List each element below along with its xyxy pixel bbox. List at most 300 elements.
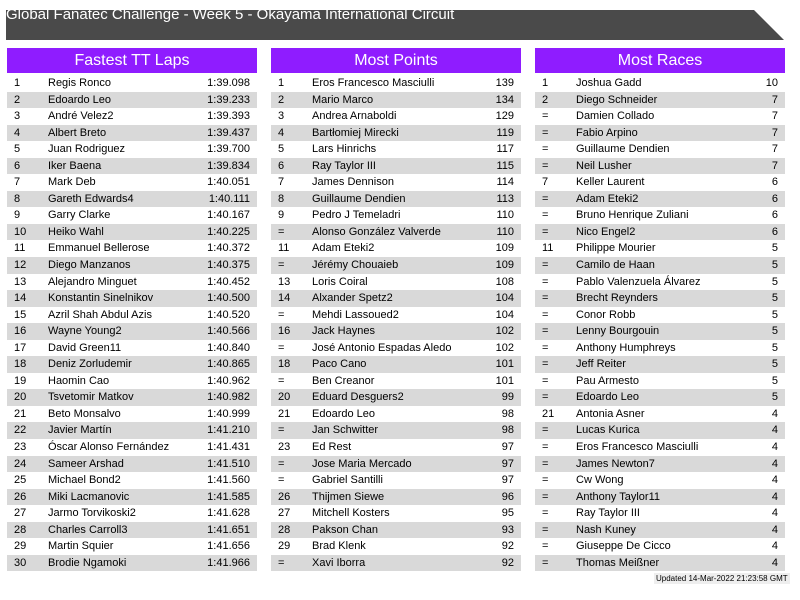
table-row	[271, 158, 521, 175]
row-position: =	[278, 225, 285, 238]
row-position: =	[542, 556, 549, 569]
table-row	[7, 224, 257, 241]
table-row	[7, 75, 257, 92]
table-row	[7, 207, 257, 224]
row-position: 21	[542, 407, 555, 420]
row-value: 5	[771, 259, 778, 272]
row-position: 29	[14, 540, 27, 553]
row-position: 4	[14, 126, 21, 139]
table-row	[7, 92, 257, 109]
row-driver-name: Fabio Arpino	[576, 126, 638, 139]
row-position: =	[542, 540, 549, 553]
row-driver-name: Óscar Alonso Fernández	[48, 441, 170, 454]
table-row	[271, 207, 521, 224]
row-value: 1:41.210	[207, 424, 250, 437]
table-row	[271, 75, 521, 92]
table-row	[7, 456, 257, 473]
table-row	[7, 538, 257, 555]
row-position: =	[542, 275, 549, 288]
row-driver-name: Antonia Asner	[576, 407, 645, 420]
row-value: 4	[771, 507, 778, 520]
row-driver-name: Bruno Henrique Zuliani	[576, 209, 689, 222]
table-row	[7, 158, 257, 175]
row-driver-name: Pedro J Temeladri	[312, 209, 401, 222]
table-row	[7, 505, 257, 522]
row-driver-name: Giuseppe De Cicco	[576, 540, 671, 553]
row-value: 98	[501, 407, 514, 420]
table-row	[271, 274, 521, 291]
table-row	[535, 174, 785, 191]
row-driver-name: Neil Lusher	[576, 159, 632, 172]
row-position: 23	[14, 441, 27, 454]
row-driver-name: Philippe Mourier	[576, 242, 656, 255]
table-row	[7, 240, 257, 257]
row-value: 5	[771, 341, 778, 354]
row-value: 110	[496, 209, 514, 222]
row-value: 1:40.520	[207, 308, 250, 321]
row-driver-name: Pakson Chan	[312, 523, 379, 536]
row-driver-name: Adam Eteki2	[576, 192, 639, 205]
page-title: Global Fanatec Challenge - Week 5 - Okayama International Circuit	[6, 6, 455, 23]
row-position: 26	[14, 490, 27, 503]
row-position: 13	[14, 275, 27, 288]
row-position: 14	[14, 292, 27, 305]
table-row	[271, 340, 521, 357]
row-position: 20	[14, 391, 27, 404]
row-driver-name: Diego Manzanos	[48, 259, 131, 272]
table-row	[535, 224, 785, 241]
row-position: =	[542, 507, 549, 520]
row-position: =	[542, 110, 549, 123]
row-value: 5	[771, 242, 778, 255]
row-position: 5	[14, 143, 21, 156]
row-driver-name: José Antonio Espadas Aledo	[312, 341, 452, 354]
row-driver-name: Mehdi Lassoued2	[312, 308, 399, 321]
table-row	[535, 158, 785, 175]
row-value: 1:41.656	[207, 540, 250, 553]
row-value: 5	[771, 275, 778, 288]
panel-most-races	[535, 48, 785, 571]
row-position: 1	[278, 77, 285, 89]
table-row	[535, 538, 785, 555]
row-position: 4	[278, 126, 285, 139]
table-row	[271, 224, 521, 241]
row-value: 5	[771, 358, 778, 371]
row-position: 11	[278, 242, 290, 255]
row-value: 1:40.051	[207, 176, 250, 189]
row-value: 1:40.452	[207, 275, 250, 288]
row-value: 97	[501, 441, 514, 454]
row-position: 18	[14, 358, 27, 371]
table-row	[7, 290, 257, 307]
table-row	[271, 174, 521, 191]
table-row	[271, 505, 521, 522]
row-value: 109	[495, 242, 514, 255]
table-row	[535, 141, 785, 158]
row-position: 13	[278, 275, 291, 288]
updated-timestamp: Updated 14-Mar-2022 21:23:58 GMT	[656, 574, 788, 583]
row-driver-name: Joshua Gadd	[576, 77, 642, 89]
row-value: 1:40.566	[207, 325, 250, 338]
panel-most-points	[271, 48, 521, 571]
row-position: 19	[14, 374, 27, 387]
row-driver-name: Guillaume Dendien	[576, 143, 670, 156]
row-position: 9	[278, 209, 285, 222]
row-position: =	[542, 424, 549, 437]
row-driver-name: Alxander Spetz2	[312, 292, 393, 305]
row-position: =	[278, 424, 285, 437]
row-driver-name: Iker Baena	[48, 159, 102, 172]
row-position: 7	[14, 176, 21, 189]
row-value: 5	[771, 292, 778, 305]
row-position: 1	[542, 77, 549, 89]
table-row	[271, 538, 521, 555]
row-driver-name: Nico Engel2	[576, 225, 636, 238]
row-position: =	[542, 126, 549, 139]
row-driver-name: Brecht Reynders	[576, 292, 658, 305]
row-position: 8	[278, 192, 285, 205]
row-value: 1:41.560	[207, 474, 250, 487]
table-row	[271, 92, 521, 109]
row-value: 1:41.431	[207, 441, 250, 454]
table-row	[535, 522, 785, 539]
row-value: 7	[771, 159, 778, 172]
row-value: 10	[765, 77, 778, 89]
table-row	[535, 191, 785, 208]
row-value: 4	[771, 424, 778, 437]
table-row	[271, 389, 521, 406]
row-driver-name: Miki Lacmanovic	[48, 490, 130, 503]
row-driver-name: Regis Ronco	[48, 77, 111, 89]
row-value: 97	[501, 474, 514, 487]
row-driver-name: Thijmen Siewe	[312, 490, 385, 503]
row-value: 5	[771, 308, 778, 321]
table-row	[271, 489, 521, 506]
table-row	[271, 356, 521, 373]
row-value: 1:40.982	[207, 391, 250, 404]
row-value: 95	[501, 507, 514, 520]
row-driver-name: Konstantin Sinelnikov	[48, 292, 154, 305]
row-position: =	[278, 457, 285, 470]
row-position: 7	[542, 176, 549, 189]
table-row	[535, 108, 785, 125]
row-driver-name: Albert Breto	[48, 126, 107, 139]
row-position: =	[542, 143, 549, 156]
table-row	[271, 555, 521, 572]
row-position: 24	[14, 457, 27, 470]
row-driver-name: Beto Monsalvo	[48, 407, 121, 420]
table-row	[271, 439, 521, 456]
row-driver-name: Brad Klenk	[312, 540, 366, 553]
row-position: =	[542, 325, 549, 338]
row-position: =	[542, 374, 549, 387]
row-driver-name: Charles Carroll3	[48, 523, 128, 536]
table-row	[7, 472, 257, 489]
row-position: =	[542, 523, 549, 536]
row-value: 1:40.375	[207, 259, 250, 272]
row-value: 5	[771, 325, 778, 338]
row-value: 1:39.233	[207, 93, 250, 106]
row-position: =	[542, 192, 549, 205]
row-driver-name: Jan Schwitter	[312, 424, 379, 437]
table-row	[7, 174, 257, 191]
row-position: =	[278, 259, 285, 272]
row-driver-name: Michael Bond2	[48, 474, 121, 487]
table-row	[535, 422, 785, 439]
row-driver-name: Guillaume Dendien	[312, 192, 406, 205]
table-row	[535, 274, 785, 291]
row-driver-name: Martin Squier	[48, 540, 114, 553]
table-row	[535, 406, 785, 423]
table-row	[535, 323, 785, 340]
row-value: 98	[501, 424, 514, 437]
table-row	[271, 373, 521, 390]
table-row	[271, 257, 521, 274]
row-value: 1:41.651	[207, 523, 250, 536]
row-position: 22	[14, 424, 27, 437]
row-value: 1:39.098	[207, 77, 250, 89]
table-row	[271, 290, 521, 307]
row-driver-name: Eduard Desguers2	[312, 391, 404, 404]
row-position: 5	[278, 143, 285, 156]
row-value: 4	[771, 457, 778, 470]
row-value: 1:41.510	[207, 457, 250, 470]
table-row	[7, 191, 257, 208]
row-position: 21	[14, 407, 27, 420]
row-driver-name: Damien Collado	[576, 110, 655, 123]
row-position: =	[278, 474, 285, 487]
row-value: 1:41.628	[207, 507, 250, 520]
row-value: 1:39.700	[207, 143, 250, 156]
row-position: 2	[542, 93, 549, 106]
table-row	[535, 290, 785, 307]
row-value: 97	[501, 457, 514, 470]
row-position: =	[542, 341, 549, 354]
table-row	[7, 356, 257, 373]
row-driver-name: Pau Armesto	[576, 374, 639, 387]
row-value: 1:41.966	[207, 556, 250, 569]
row-value: 93	[501, 523, 514, 536]
row-value: 4	[771, 441, 778, 454]
row-position: 1	[14, 77, 21, 89]
table-row	[271, 323, 521, 340]
table-row	[535, 207, 785, 224]
row-value: 108	[495, 275, 514, 288]
row-driver-name: Camilo de Haan	[576, 259, 655, 272]
table-row	[535, 307, 785, 324]
row-driver-name: Azril Shah Abdul Azis	[48, 308, 152, 321]
row-value: 101	[495, 374, 514, 387]
row-value: 1:39.393	[207, 110, 250, 123]
row-value: 1:39.834	[207, 159, 250, 172]
table-row	[535, 92, 785, 109]
row-position: =	[542, 457, 549, 470]
row-value: 5	[771, 374, 778, 387]
row-driver-name: Pablo Valenzuela Álvarez	[576, 275, 701, 288]
row-value: 1:41.585	[207, 490, 250, 503]
row-driver-name: Alonso González Valverde	[312, 225, 441, 238]
row-driver-name: Nash Kuney	[576, 523, 636, 536]
row-value: 92	[501, 556, 514, 569]
row-driver-name: Eros Francesco Masciulli	[312, 77, 435, 89]
row-driver-name: Lucas Kurica	[576, 424, 640, 437]
row-value: 1:40.865	[207, 358, 250, 371]
table-row	[535, 257, 785, 274]
row-value: 114	[496, 176, 514, 189]
row-value: 117	[496, 143, 514, 156]
row-value: 102	[495, 341, 514, 354]
row-position: =	[542, 474, 549, 487]
row-driver-name: Jeff Reiter	[576, 358, 626, 371]
row-position: 14	[278, 292, 291, 305]
row-driver-name: Jose Maria Mercado	[312, 457, 412, 470]
row-position: 8	[14, 192, 21, 205]
row-driver-name: Heiko Wahl	[48, 225, 104, 238]
table-row	[535, 472, 785, 489]
row-driver-name: Sameer Arshad	[48, 457, 124, 470]
table-row	[7, 555, 257, 572]
row-value: 129	[495, 110, 514, 123]
row-driver-name: Mario Marco	[312, 93, 374, 106]
row-value: 109	[495, 259, 514, 272]
table-row	[535, 125, 785, 142]
row-driver-name: David Green11	[48, 341, 122, 354]
row-position: 27	[14, 507, 27, 520]
row-driver-name: Garry Clarke	[48, 209, 111, 222]
row-driver-name: Juan Rodriguez	[48, 143, 126, 156]
leaderboard-rows	[535, 75, 785, 571]
table-row	[271, 472, 521, 489]
table-row	[535, 389, 785, 406]
row-value: 1:40.372	[207, 242, 250, 255]
table-row	[535, 489, 785, 506]
row-driver-name: Jérémy Chouaieb	[312, 259, 399, 272]
row-driver-name: Loris Coiral	[312, 275, 368, 288]
row-driver-name: Wayne Young2	[48, 325, 122, 338]
row-value: 5	[771, 391, 778, 404]
panel-fastest-tt-laps	[7, 48, 257, 571]
row-driver-name: Emmanuel Bellerose	[48, 242, 150, 255]
row-position: =	[542, 209, 549, 222]
table-row	[271, 141, 521, 158]
row-driver-name: Thomas Meißner	[576, 556, 660, 569]
row-driver-name: Jack Haynes	[312, 325, 375, 338]
row-position: 17	[14, 341, 27, 354]
row-driver-name: Brodie Ngamoki	[48, 556, 127, 569]
row-value: 1:40.111	[208, 192, 250, 205]
row-value: 4	[771, 556, 778, 569]
table-row	[271, 108, 521, 125]
row-value: 6	[771, 176, 778, 189]
row-position: =	[542, 358, 549, 371]
row-position: 25	[14, 474, 27, 487]
row-value: 6	[771, 209, 778, 222]
row-position: 7	[278, 176, 285, 189]
leaderboard-rows	[271, 75, 521, 571]
row-driver-name: Haomin Cao	[48, 374, 110, 387]
row-value: 4	[771, 540, 778, 553]
row-position: 3	[278, 110, 285, 123]
row-driver-name: Cw Wong	[576, 474, 624, 487]
table-row	[7, 307, 257, 324]
row-value: 102	[495, 325, 514, 338]
row-value: 96	[501, 490, 514, 503]
row-driver-name: Mitchell Kosters	[312, 507, 390, 520]
row-position: 29	[278, 540, 291, 553]
row-position: 9	[14, 209, 21, 222]
panel-header: Most Points	[271, 48, 521, 73]
row-value: 4	[771, 474, 778, 487]
row-position: 18	[278, 358, 291, 371]
row-position: =	[278, 341, 285, 354]
table-row	[271, 191, 521, 208]
row-value: 115	[496, 159, 514, 172]
table-row	[535, 439, 785, 456]
table-row	[271, 125, 521, 142]
table-row	[7, 522, 257, 539]
row-position: =	[278, 308, 285, 321]
row-driver-name: Paco Cano	[312, 358, 367, 371]
row-driver-name: James Dennison	[312, 176, 394, 189]
row-position: 16	[14, 325, 27, 338]
row-position: =	[542, 159, 549, 172]
leaderboard-rows	[7, 75, 257, 571]
row-driver-name: Alejandro Minguet	[48, 275, 137, 288]
row-position: 6	[14, 159, 21, 172]
row-position: 12	[14, 259, 27, 272]
table-row	[7, 422, 257, 439]
row-value: 1:40.500	[207, 292, 250, 305]
row-position: 23	[278, 441, 291, 454]
row-position: =	[542, 490, 549, 503]
row-position: =	[542, 308, 549, 321]
table-row	[7, 323, 257, 340]
row-driver-name: Ray Taylor III	[576, 507, 640, 520]
row-position: 11	[14, 242, 26, 255]
table-row	[535, 340, 785, 357]
table-row	[535, 75, 785, 92]
row-position: 6	[278, 159, 285, 172]
row-driver-name: Tsvetomir Matkov	[48, 391, 134, 404]
row-position: 30	[14, 556, 27, 569]
row-driver-name: Anthony Taylor11	[576, 490, 660, 503]
row-driver-name: Edoardo Leo	[576, 391, 639, 404]
table-row	[271, 240, 521, 257]
table-row	[7, 373, 257, 390]
table-row	[271, 456, 521, 473]
row-value: 4	[771, 523, 778, 536]
row-position: 15	[14, 308, 27, 321]
row-driver-name: Adam Eteki2	[312, 242, 375, 255]
row-driver-name: André Velez2	[48, 110, 114, 123]
row-value: 1:39.437	[207, 126, 250, 139]
row-position: =	[542, 225, 549, 238]
row-value: 4	[771, 490, 778, 503]
row-value: 113	[496, 192, 514, 205]
table-row	[7, 257, 257, 274]
row-position: =	[278, 374, 285, 387]
row-driver-name: Ray Taylor III	[312, 159, 376, 172]
table-row	[7, 406, 257, 423]
row-position: 28	[278, 523, 291, 536]
row-driver-name: Andrea Arnaboldi	[312, 110, 397, 123]
table-row	[7, 439, 257, 456]
row-driver-name: Conor Robb	[576, 308, 636, 321]
table-row	[7, 340, 257, 357]
row-driver-name: Lars Hinrichs	[312, 143, 377, 156]
panel-header: Fastest TT Laps	[7, 48, 257, 73]
row-driver-name: Xavi Iborra	[312, 556, 366, 569]
